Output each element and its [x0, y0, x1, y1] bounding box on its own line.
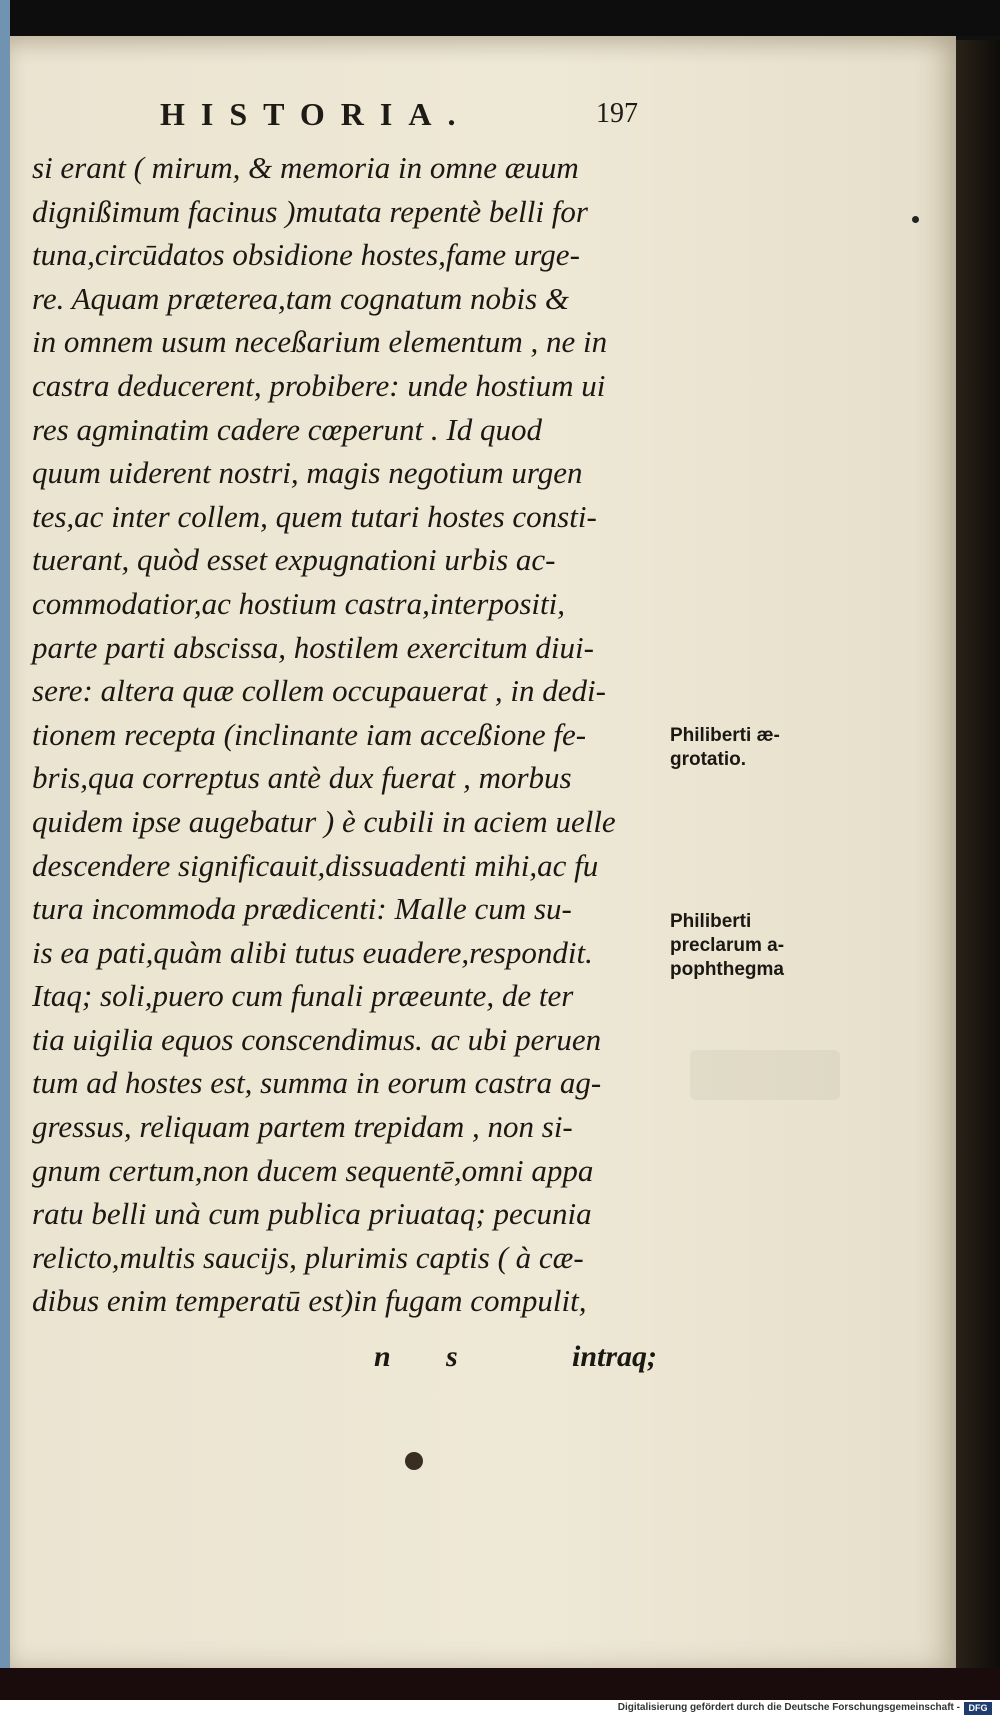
text-line: gressus, reliquam partem trepidam , non si- — [32, 1109, 573, 1145]
text-line: dignißimum facinus )mutata repentè belli for — [32, 193, 588, 229]
marginal-note-line: grotatio. — [670, 749, 746, 770]
text-line: in omnem usum neceßarium elementum , ne in — [32, 324, 608, 360]
text-line: descendere significauit,dissuadenti mihi,ac fu — [32, 847, 599, 883]
ink-showthrough — [690, 1050, 840, 1100]
dfg-logo: DFG — [964, 1702, 992, 1715]
text-line: is ea pati,quàm alibi tutus euadere,respondit. — [32, 934, 593, 970]
text-line: tuna,circūdatos obsidione hostes,fame urge- — [32, 237, 580, 273]
text-line: ratu belli unà cum publica priuataq; pecunia — [32, 1196, 592, 1232]
marginal-note-line: Philiberti æ- — [670, 725, 780, 746]
text-line: res agminatim cadere cœperunt . Id quod — [32, 411, 542, 447]
marginal-note-line: preclarum a- — [670, 935, 785, 956]
text-line: tura incommoda prædicenti: Malle cum su- — [32, 891, 572, 927]
text-line: tum ad hostes est, summa in eorum castra ag- — [32, 1065, 602, 1101]
marginal-note — [670, 724, 840, 772]
footer-credit: Digitalisierung gefördert durch die Deutsche Forschungsgemeinschaft - — [617, 1702, 960, 1713]
page-number: 197 — [596, 98, 638, 129]
text-line: castra deducerent, probibere: unde hostium ui — [32, 367, 606, 403]
text-line: quidem ipse augebatur ) è cubili in aciem uelle — [32, 803, 616, 839]
text-line: tes,ac inter collem, quem tutari hostes consti- — [32, 498, 597, 534]
body-text — [32, 146, 672, 1323]
scan-frame-bottom — [0, 1668, 1000, 1700]
text-line: commodatior,ac hostium castra,interpositi, — [32, 585, 566, 621]
marginal-note — [670, 910, 840, 982]
text-line: sere: altera quæ collem occupauerat , in dedi- — [32, 673, 606, 709]
scan-frame-top — [0, 0, 1000, 36]
ink-blot — [405, 1452, 423, 1470]
text-line: re. Aquam præterea,tam cognatum nobis & — [32, 280, 570, 316]
text-line: Itaq; soli,puero cum funali præeunte, de ter — [32, 978, 574, 1014]
scan-frame-left — [0, 0, 10, 1718]
marginal-note-line: pophthegma — [670, 959, 784, 980]
text-line: tionem recepta (inclinante iam acceßione fe- — [32, 716, 587, 752]
text-line: quum uiderent nostri, magis negotium urgen — [32, 455, 583, 491]
page-edge-shadow — [956, 40, 1000, 1668]
text-line: si erant ( mirum, & memoria in omne æuum — [32, 150, 579, 185]
text-line: parte parti abscissa, hostilem exercitum diui- — [32, 629, 594, 665]
text-line: tuerant, quòd esset expugnationi urbis ac- — [32, 542, 556, 578]
running-head: HISTORIA. — [160, 96, 472, 132]
text-line: gnum certum,non ducem sequentē,omni appa — [32, 1152, 594, 1188]
text-line: relicto,multis saucijs, plurimis captis ( à cæ- — [32, 1239, 584, 1275]
text-line: bris,qua correptus antè dux fuerat , morbus — [32, 760, 572, 796]
signature-mark: s — [446, 1340, 458, 1373]
catchword: intraq; — [572, 1340, 658, 1373]
paper-spot — [912, 216, 919, 223]
marginal-note-line: Philiberti — [670, 911, 752, 932]
signature-mark: n — [374, 1340, 391, 1373]
text-line: tia uigilia equos conscendimus. ac ubi peruen — [32, 1021, 602, 1057]
text-line: dibus enim temperatū est)in fugam compulit, — [32, 1283, 587, 1319]
